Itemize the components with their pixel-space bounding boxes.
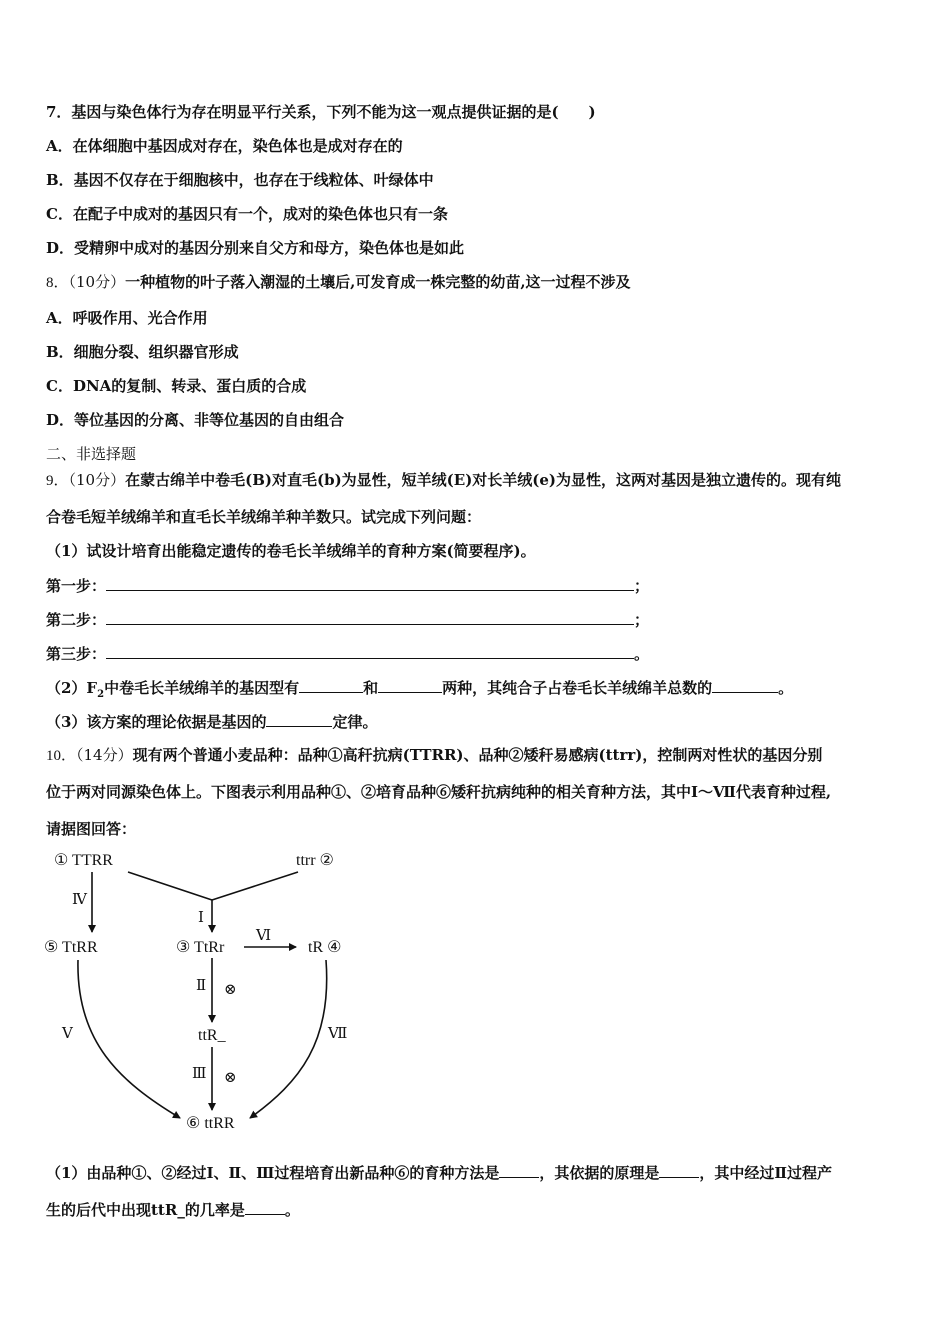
q10-sub1-line2 xyxy=(46,1199,300,1220)
q9-sub2-blank3[interactable] xyxy=(712,677,778,693)
node-5-ttrr: ⑤ TtRR xyxy=(44,939,98,956)
q9-step1-blank[interactable] xyxy=(106,575,634,591)
q8-option-c: C．DNA的复制、转录、蛋白质的合成 xyxy=(46,377,307,395)
q9-step1-end: ； xyxy=(634,577,650,595)
selfing-symbol-ii: ⊗ xyxy=(224,982,237,998)
q7-option-d: D．受精卵中成对的基因分别来自父方和母方，染色体也是如此 xyxy=(46,239,465,257)
q9-sub2-and: 和 xyxy=(363,679,379,697)
q7-option-b: B．基因不仅存在于细胞核中，也存在于线粒体、叶绿体中 xyxy=(46,171,434,189)
q8-stem-line xyxy=(46,272,631,293)
q9-sub3-blank[interactable] xyxy=(266,711,332,727)
q10-sub1-blank1[interactable] xyxy=(499,1162,539,1178)
section-heading: 二、非选择题 xyxy=(46,445,137,463)
label-ii: Ⅱ xyxy=(196,978,207,994)
q10-stem-text1: 现有两个普通小麦品种：品种①高秆抗病(TTRR)、品种②矮秆易感病(ttrr)，控制两对性状的基因分别 xyxy=(132,746,823,764)
q9-step3 xyxy=(46,643,649,664)
cross-line-right xyxy=(212,872,298,900)
node-4-tr: tR ④ xyxy=(308,939,342,956)
node-1-ttrr: ① TTRR xyxy=(54,852,113,869)
q8-option-a: A．呼吸作用、光合作用 xyxy=(46,309,208,327)
q7-stem: 7．基因与染色体行为存在明显平行关系，下列不能为这一观点提供证据的是( ) xyxy=(46,103,596,121)
q8-score: （10分） xyxy=(68,273,126,291)
node-6-ttrr: ⑥ ttRR xyxy=(186,1115,235,1132)
label-vii: Ⅶ xyxy=(328,1026,348,1042)
node-2-ttrr: ttrr ② xyxy=(296,852,334,869)
q10-stem-line2: 位于两对同源染色体上。下图表示利用品种①、②培育品种⑥矮秆抗病纯种的相关育种方法，其中Ⅰ～Ⅶ代表育种过程, xyxy=(46,783,832,801)
q9-step2 xyxy=(46,609,649,630)
q10-stem-line1 xyxy=(46,745,822,766)
q8-number: 8． xyxy=(46,275,69,291)
q9-sub2-blank1[interactable] xyxy=(299,677,363,693)
q10-sub1-text-a: （1）由品种①、②经过Ⅰ、Ⅱ、Ⅲ过程培育出新品种⑥的育种方法是 xyxy=(46,1164,500,1182)
arrow-vii xyxy=(250,960,327,1118)
label-iii: Ⅲ xyxy=(192,1066,207,1082)
label-v: Ⅴ xyxy=(62,1026,73,1042)
q9-number: 9． xyxy=(46,473,69,489)
q7-option-a: A．在体细胞中基因成对存在，染色体也是成对存在的 xyxy=(46,137,403,155)
q10-sub1-blank2[interactable] xyxy=(659,1162,699,1178)
q9-sub3-text-b: 定律。 xyxy=(332,713,378,731)
q10-sub1-line1 xyxy=(46,1162,832,1183)
q8-stem: 一种植物的叶子落入潮湿的土壤后,可发育成一株完整的幼苗,这一过程不涉及 xyxy=(125,273,631,291)
q9-sub2 xyxy=(46,677,793,705)
q9-step1 xyxy=(46,575,649,596)
q9-stem-line2: 合卷毛短羊绒绵羊和直毛长羊绒绵羊种羊数只。试完成下列问题： xyxy=(46,508,482,526)
q9-sub2-text-c: 两种，其纯合子占卷毛长羊绒绵羊总数的 xyxy=(442,679,713,697)
q9-step2-blank[interactable] xyxy=(106,609,634,625)
q9-sub3 xyxy=(46,711,377,732)
q9-sub3-text-a: （3）该方案的理论依据是基因的 xyxy=(46,713,267,731)
q10-score: （14分） xyxy=(76,746,133,764)
breeding-diagram xyxy=(40,842,370,1142)
q9-step3-end: 。 xyxy=(634,645,650,663)
q9-step1-label: 第一步： xyxy=(46,577,107,595)
q10-sub1-text-d: 生的后代中出现ttR_的几率是 xyxy=(46,1201,245,1219)
q10-sub1-blank3[interactable] xyxy=(245,1199,285,1215)
label-vi: Ⅵ xyxy=(256,928,272,944)
q9-sub2-blank2[interactable] xyxy=(378,677,442,693)
q10-sub1-text-c: ，其中经过Ⅱ过程产 xyxy=(699,1164,833,1182)
q9-stem-line1 xyxy=(46,470,841,491)
q10-sub1-text-b: ，其依据的原理是 xyxy=(539,1164,660,1182)
q8-option-d: D．等位基因的分离、非等位基因的自由组合 xyxy=(46,411,345,429)
cross-line-left xyxy=(128,872,212,900)
q9-step2-label: 第二步： xyxy=(46,611,107,629)
q9-sub2-subscript: 2 xyxy=(97,689,105,700)
q9-score: （10分） xyxy=(68,471,126,489)
q9-step2-end: ； xyxy=(634,611,650,629)
label-iv: Ⅳ xyxy=(72,892,87,908)
q9-stem-text1: 在蒙古绵羊中卷毛(B)对直毛(b)为显性，短羊绒(E)对长羊绒(e)为显性，这两对基因是独立遗传的。现有纯 xyxy=(125,471,842,489)
q9-sub1: （1）试设计培育出能稳定遗传的卷毛长羊绒绵羊的育种方案(简要程序)。 xyxy=(46,542,536,560)
q7-option-c: C．在配子中成对的基因只有一个，成对的染色体也只有一条 xyxy=(46,205,448,223)
q9-step3-blank[interactable] xyxy=(106,643,634,659)
q9-sub2-text-a: （2）F xyxy=(46,679,98,697)
node-ttr: ttR_ xyxy=(198,1027,226,1044)
node-3-ttrr: ③ TtRr xyxy=(176,939,225,956)
q9-sub2-end: 。 xyxy=(778,679,794,697)
q8-option-b: B．细胞分裂、组织器官形成 xyxy=(46,343,239,361)
q10-number: 10． xyxy=(46,748,77,764)
q10-stem-line3: 请据图回答： xyxy=(46,820,137,838)
q10-sub1-end: 。 xyxy=(284,1201,300,1219)
label-i: Ⅰ xyxy=(198,910,204,926)
arrow-v xyxy=(78,960,180,1118)
selfing-symbol-iii: ⊗ xyxy=(224,1070,237,1086)
q9-step3-label: 第三步： xyxy=(46,645,107,663)
q9-sub2-text-b: 中卷毛长羊绒绵羊的基因型有 xyxy=(104,679,300,697)
